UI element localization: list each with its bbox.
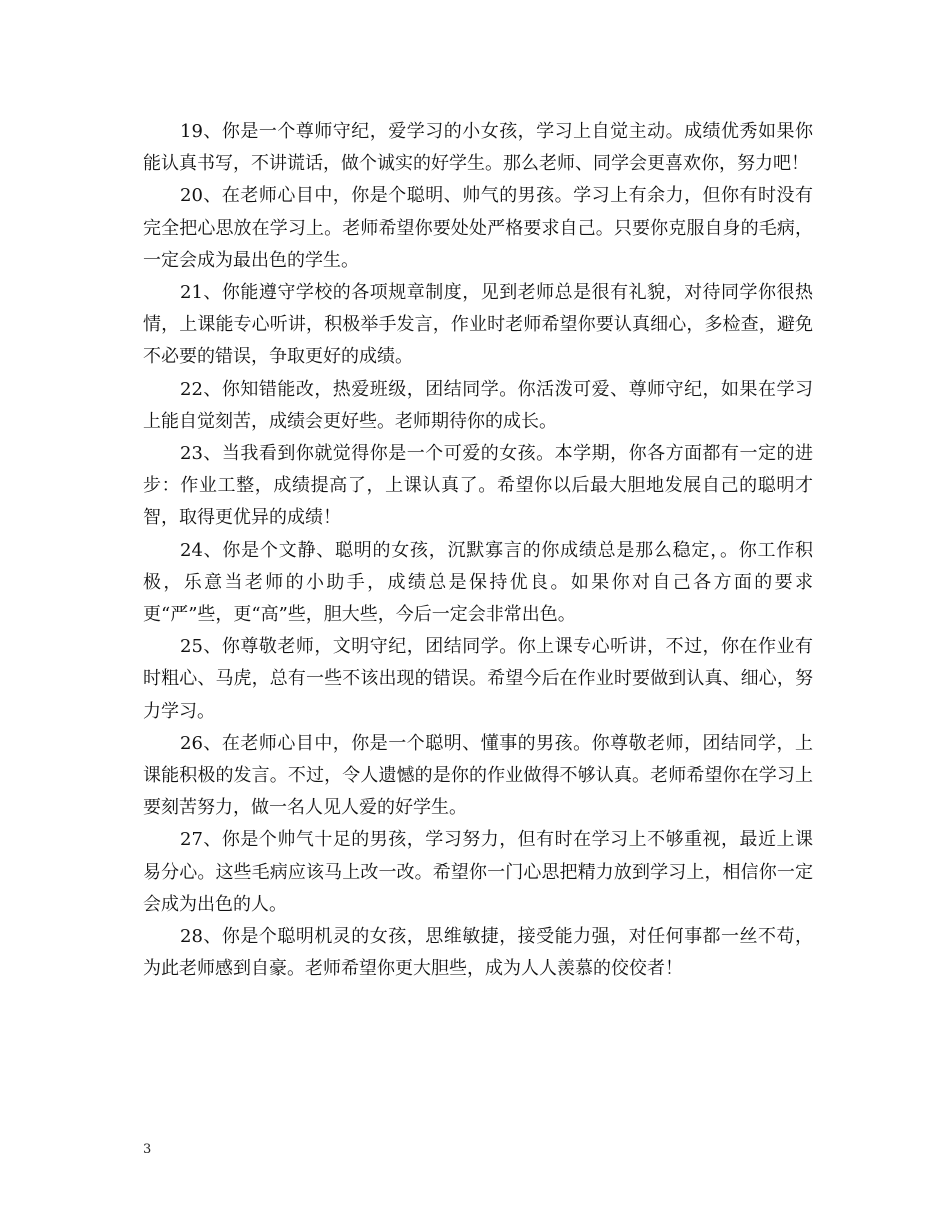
document-body (143, 116, 813, 985)
comment-paragraph-27: 27、你是个帅气十足的男孩，学习努力，但有时在学习上不够重视，最近上课易分心。这些毛病应该马上改一改。希望你一门心思把精力放到学习上，相信你一定会成为出色的人。 (143, 829, 813, 915)
comment-paragraph-28: 28、你是个聪明机灵的女孩，思维敏捷，接受能力强，对任何事都一丝不苟，为此老师感到自豪。老师希望你更大胆些，成为人人羡慕的佼佼者！ (143, 926, 813, 980)
comment-paragraph-22: 22、你知错能改，热爱班级，团结同学。你活泼可爱、尊师守纪，如果在学习上能自觉刻苦，成绩会更好些。老师期待你的成长。 (143, 378, 813, 432)
comment-paragraph-21: 21、你能遵守学校的各项规章制度，见到老师总是很有礼貌，对待同学你很热情，上课能专心听讲，积极举手发言，作业时老师希望你要认真细心，多检查，避免不必要的错误，争取更好的成绩。 (143, 282, 813, 368)
page-number: 3 (143, 1142, 152, 1157)
comment-paragraph-19: 19、你是一个尊师守纪，爱学习的小女孩，学习上自觉主动。成绩优秀如果你能认真书写，不讲谎话，做个诚实的好学生。那么老师、同学会更喜欢你，努力吧！ (143, 121, 813, 175)
comment-paragraph-20: 20、在老师心目中，你是个聪明、帅气的男孩。学习上有余力，但你有时没有完全把心思放在学习上。老师希望你要处处严格要求自己。只要你克服自身的毛病，一定会成为最出色的学生。 (143, 185, 813, 271)
comment-paragraph-24: 24、你是个文静、聪明的女孩，沉默寡言的你成绩总是那么稳定，。你工作积极，乐意当老师的小助手，成绩总是保持优良。如果你对自己各方面的要求更“严”些，更“高”些，胆大些，今后一定会非常出色。 (143, 539, 813, 626)
comment-paragraph-26: 26、在老师心目中，你是一个聪明、懂事的男孩。你尊敬老师，团结同学，上课能积极的发言。不过，令人遗憾的是你的作业做得不够认真。老师希望你在学习上要刻苦努力，做一名人见人爱的好学生。 (143, 732, 813, 819)
comment-paragraph-23: 23、当我看到你就觉得你是一个可爱的女孩。本学期，你各方面都有一定的进步：作业工整，成绩提高了，上课认真了。希望你以后最大胆地发展自己的聪明才智，取得更优异的成绩！ (143, 443, 813, 529)
comment-paragraph-25: 25、你尊敬老师，文明守纪，团结同学。你上课专心听讲，不过，你在作业有时粗心、马虎，总有一些不该出现的错误。希望今后在作业时要做到认真、细心，努力学习。 (143, 636, 813, 722)
